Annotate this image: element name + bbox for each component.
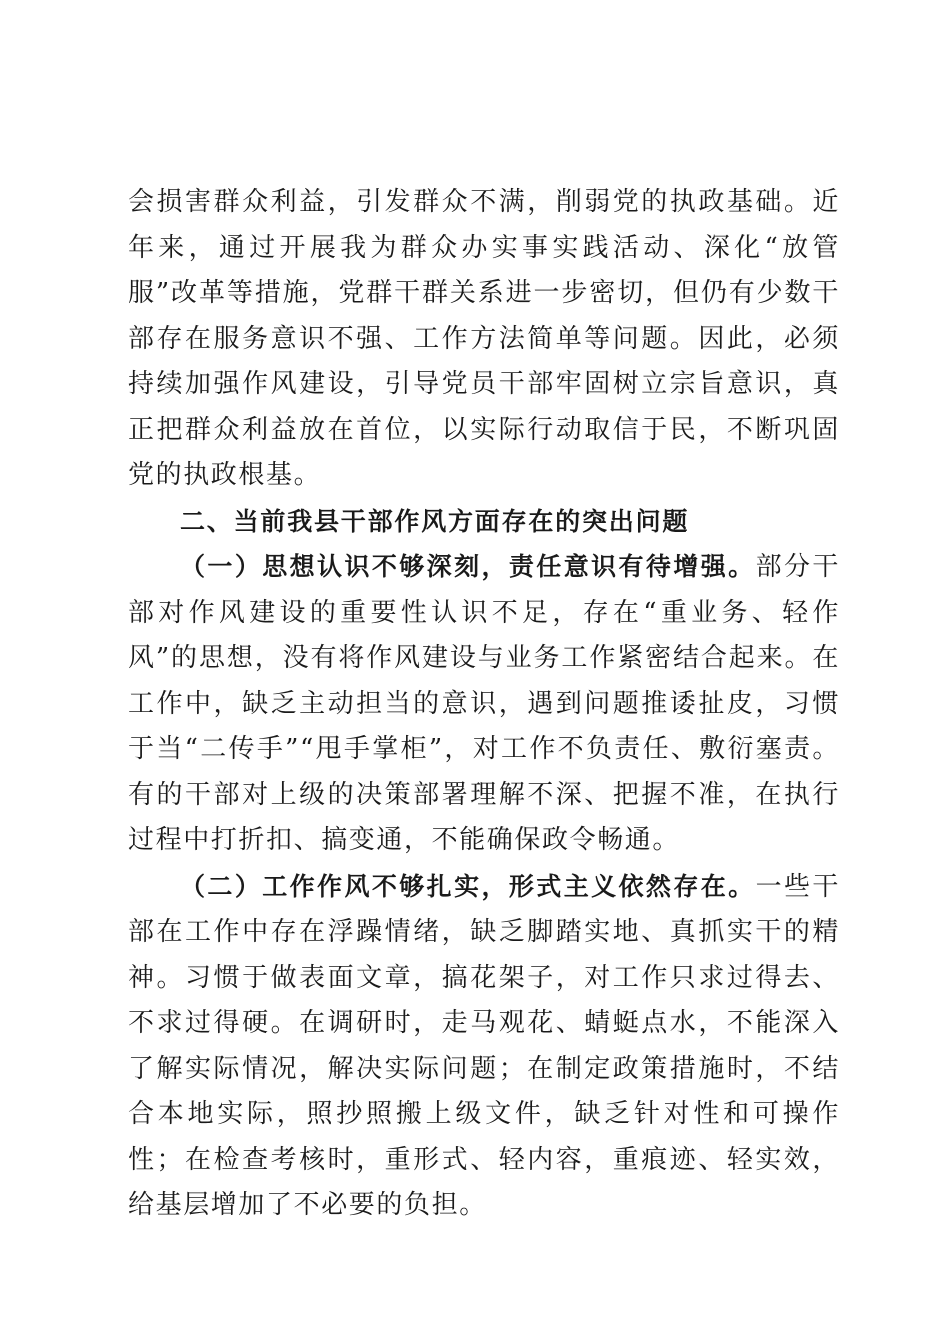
subsection-2-body: 一些干部在工作中存在浮躁情绪，缺乏脚踏实地、真抓实干的精神。习惯于做表面文章，搞花架子，对工作只求过得去、不求过得硬。在调研时，走马观花、蜻蜓点水，不能深入了解实际情况，解决实际问题；在制定政策措施时，不结合本地实际，照抄照搬上级文件，缺乏针对性和可操作性；在检查考核时，重形式、轻内容，重痕迹、轻实效，给基层增加了不必要的负担。 <box>128 871 840 1220</box>
subsection-2-title: （二）工作作风不够扎实，形式主义依然存在。 <box>180 871 756 901</box>
paragraph-continuation: 会损害群众利益，引发群众不满，削弱党的执政基础。近年来，通过开展我为群众办实事实践活动、深化“放管服”改革等措施，党群干群关系进一步密切，但仍有少数干部存在服务意识不强、工作方法简单等问题。因此，必须持续加强作风建设，引导党员干部牢固树立宗旨意识，真正把群众利益放在首位，以实际行动取信于民，不断巩固党的执政根基。 <box>128 187 840 490</box>
subsection-paragraph-2 <box>128 864 840 1229</box>
subsection-1-title: （一）思想认识不够深刻，责任意识有待增强。 <box>180 552 756 581</box>
subsection-1-body: 部分干部对作风建设的重要性认识不足，存在“重业务、轻作风”的思想，没有将作风建设与业务工作紧密结合起来。在工作中，缺乏主动担当的意识，遇到问题推诿扯皮，习惯于当“二传手”“甩手掌柜”，对工作不负责任、敷衍塞责。有的干部对上级的决策部署理解不深、把握不准，在执行过程中打折扣、搞变通，不能确保政令畅通。 <box>128 552 840 855</box>
subsection-paragraph-1 <box>128 544 840 864</box>
document-body <box>128 180 840 1229</box>
section-heading: 二、当前我县干部作风方面存在的突出问题 <box>180 506 690 536</box>
